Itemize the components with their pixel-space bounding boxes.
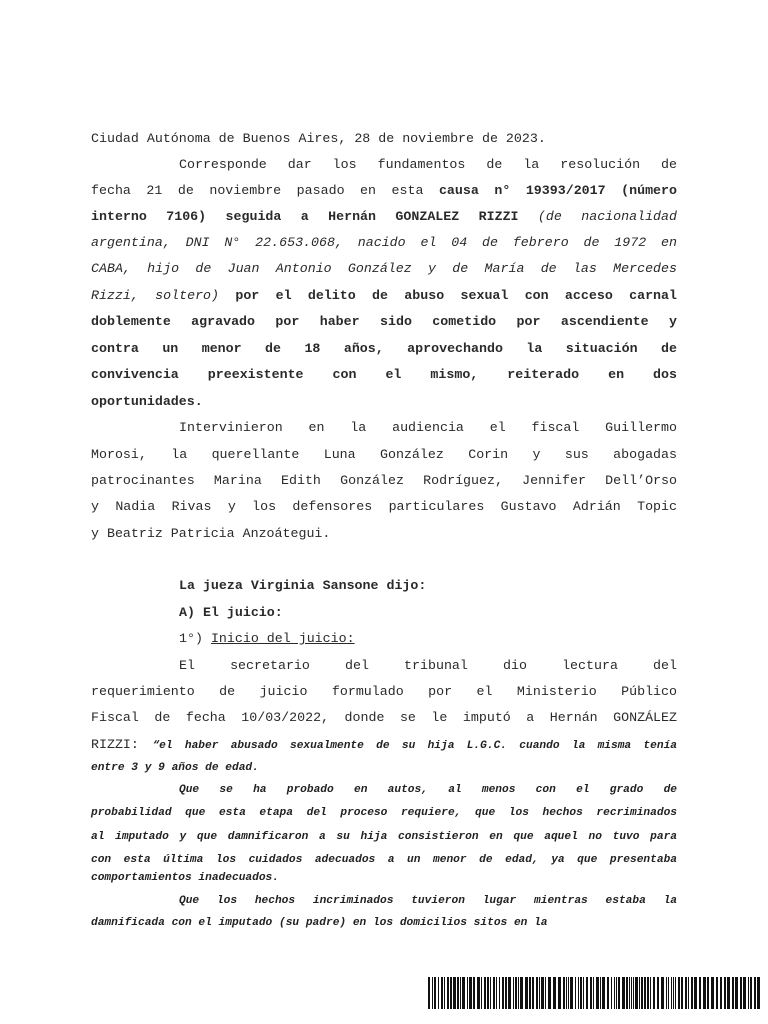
section-a-heading: A) El juicio: [179,605,283,620]
barcode-bar [626,977,628,1009]
defendant-name: interno 7106) seguida a Hernán GONZALEZ RIZZI [91,209,519,224]
barcode-bar [618,977,620,1009]
barcode-bar [590,977,592,1009]
barcode-bar [513,977,514,1009]
barcode-bar [520,977,523,1009]
barcode-bar [611,977,612,1009]
barcode-bar [678,977,680,1009]
barcode-bar [631,977,632,1009]
offense-text: por el delito de abuso sexual con acceso carnal [219,288,677,303]
barcode-bar [487,977,489,1009]
paragraph-1-line: doblemente agravado por haber sido cometido por ascendiente y [91,314,677,329]
barcode-bar [441,977,443,1009]
barcode-bar [469,977,472,1009]
barcode-bar [668,977,669,1009]
barcode-bar [600,977,601,1009]
barcode-bar [548,977,551,1009]
barcode-bar [735,977,738,1009]
barcode-bar [444,977,445,1009]
paragraph-4-line: con esta última los cuidados adecuados a un menor de edad, ya que presentaba [91,854,677,866]
barcode-bar [467,977,468,1009]
barcode-bar [453,977,456,1009]
barcode-bar [639,977,640,1009]
barcode-bar [711,977,714,1009]
paragraph-1-line: contra un menor de 18 años, aprovechando la situación de [91,341,677,356]
paragraph-2-line: y Nadia Rivas y los defensores particulares Gustavo Adrián Topic [91,499,677,514]
barcode-bar [568,977,569,1009]
indictment-quote: “el haber abusado sexualmente de su hija L.G.C. cuando la misma tenía [152,740,677,752]
judge-heading: La jueza Virginia Sansone dijo: [179,578,427,593]
barcode-bar [727,977,730,1009]
barcode-bar [644,977,646,1009]
barcode-bar [691,977,693,1009]
barcode-bar [748,977,749,1009]
barcode-bar [596,977,599,1009]
barcode-bar [661,977,664,1009]
barcode-bar [583,977,584,1009]
barcode-bar [505,977,507,1009]
paragraph-1-line: Corresponde dar los fundamentos de la resolución de [179,157,677,172]
paragraph-1-line: fecha 21 de noviembre pasado en esta causa n° 19393/2017 (número [91,183,677,198]
barcode-bar [685,977,687,1009]
barcode-bar [743,977,746,1009]
barcode-bar [614,977,615,1009]
barcode-bar [541,977,544,1009]
barcode-bar [657,977,659,1009]
barcode-bar [566,977,567,1009]
barcode-bar [635,977,638,1009]
paragraph-4-line: Que se ha probado en autos, al menos con el grado de [179,784,677,796]
barcode-bar [496,977,497,1009]
barcode-bar [499,977,500,1009]
barcode-bar [607,977,609,1009]
barcode-bar [629,977,630,1009]
subsection-1-heading: 1°) Inicio del juicio: [179,631,355,646]
barcode-bar [740,977,742,1009]
barcode-bar [641,977,643,1009]
paragraph-1-line: convivencia preexistente con el mismo, reiterado en dos [91,367,677,382]
paragraph-2-line: patrocinantes Marina Edith González Rodríguez, Jennifer Dell’Orso [91,473,677,488]
barcode-bar [460,977,461,1009]
paragraph-3-line: Fiscal de fecha 10/03/2022, donde se le imputó a Hernán GONZÁLEZ [91,710,677,725]
barcode-bar [757,977,760,1009]
paragraph-1-line: interno 7106) seguida a Hernán GONZALEZ RIZZI (de nacionalidad [91,209,677,224]
barcode-bar [447,977,449,1009]
barcode-bar [647,977,649,1009]
barcode-bar [694,977,697,1009]
date-line: Ciudad Autónoma de Buenos Aires, 28 de noviembre de 2023. [91,131,546,146]
barcode-bar [515,977,517,1009]
barcode-bar [593,977,594,1009]
barcode-bar [558,977,561,1009]
barcode-image [428,977,763,1009]
barcode-bar [720,977,722,1009]
paragraph-4-line: probabilidad que esta etapa del proceso requiere, que los hechos recriminados [91,807,677,819]
barcode-bar [490,977,491,1009]
barcode-bar [508,977,511,1009]
barcode-bar [688,977,689,1009]
barcode-bar [653,977,655,1009]
barcode-bar [707,977,709,1009]
barcode-bar [732,977,734,1009]
barcode-bar [432,977,433,1009]
barcode-bar [450,977,452,1009]
barcode-bar [553,977,556,1009]
paragraph-2-line: Intervinieron en la audiencia el fiscal Guillermo [179,420,677,435]
barcode-bar [539,977,540,1009]
barcode-bar [518,977,519,1009]
barcode-bar [675,977,676,1009]
barcode-bar [462,977,465,1009]
paragraph-1-line: oportunidades. [91,394,203,409]
barcode-bar [580,977,582,1009]
barcode-bar [457,977,459,1009]
barcode-bar [532,977,534,1009]
paragraph-3-line: El secretario del tribunal dio lectura del [179,658,677,673]
paragraph-3-line: RIZZI: “el haber abusado sexualmente de su hija L.G.C. cuando la misma tenía [91,737,677,752]
barcode-bar [529,977,531,1009]
barcode-bar [438,977,439,1009]
barcode-bar [434,977,436,1009]
barcode-bar [502,977,504,1009]
barcode-bar [484,977,486,1009]
paragraph-3-line: entre 3 y 9 años de edad. [91,762,259,774]
paragraph-4-line: comportamientos inadecuados. [91,872,279,884]
barcode-bar [545,977,546,1009]
barcode-bar [536,977,538,1009]
barcode-bar [616,977,617,1009]
barcode-bar [493,977,495,1009]
barcode-bar [575,977,576,1009]
barcode-bar [570,977,573,1009]
paragraph-5-line: damnificada con el imputado (su padre) en los domicilios sitos en la [91,917,548,929]
case-number: causa n° 19393/2017 (número [438,183,677,198]
barcode-bar [754,977,756,1009]
barcode-bar [666,977,667,1009]
barcode-bar [633,977,634,1009]
barcode-bar [481,977,482,1009]
barcode-bar [525,977,528,1009]
barcode-bar [602,977,605,1009]
paragraph-1-line: Rizzi, soltero) por el delito de abuso sexual con acceso carnal [91,288,677,303]
barcode-bar [473,977,475,1009]
barcode-bar [622,977,625,1009]
barcode-bar [699,977,701,1009]
barcode-bar [563,977,565,1009]
barcode-bar [428,977,430,1009]
paragraph-1-line: CABA, hijo de Juan Antonio González y de María de las Mercedes [91,261,677,276]
paragraph-5-line: Que los hechos incriminados tuvieron lugar mientras estaba la [179,895,677,907]
barcode-bar [671,977,672,1009]
barcode-bar [703,977,706,1009]
paragraph-3-line: requerimiento de juicio formulado por el Ministerio Público [91,684,677,699]
barcode-bar [681,977,683,1009]
barcode-bar [650,977,651,1009]
barcode-bar [477,977,480,1009]
barcode-bar [586,977,588,1009]
paragraph-4-line: al imputado y que damnificaron a su hija consistieron en que aquel no tuvo para [91,831,677,843]
barcode-bar [716,977,718,1009]
paragraph-1-line: argentina, DNI N° 22.653.068, nacido el 04 de febrero de 1972 en [91,235,677,250]
barcode-bar [578,977,579,1009]
barcode-bar [750,977,752,1009]
paragraph-2-line: y Beatriz Patricia Anzoátegui. [91,526,331,541]
barcode-bar [673,977,674,1009]
barcode-bar [724,977,726,1009]
paragraph-2-line: Morosi, la querellante Luna González Corin y sus abogadas [91,447,677,462]
